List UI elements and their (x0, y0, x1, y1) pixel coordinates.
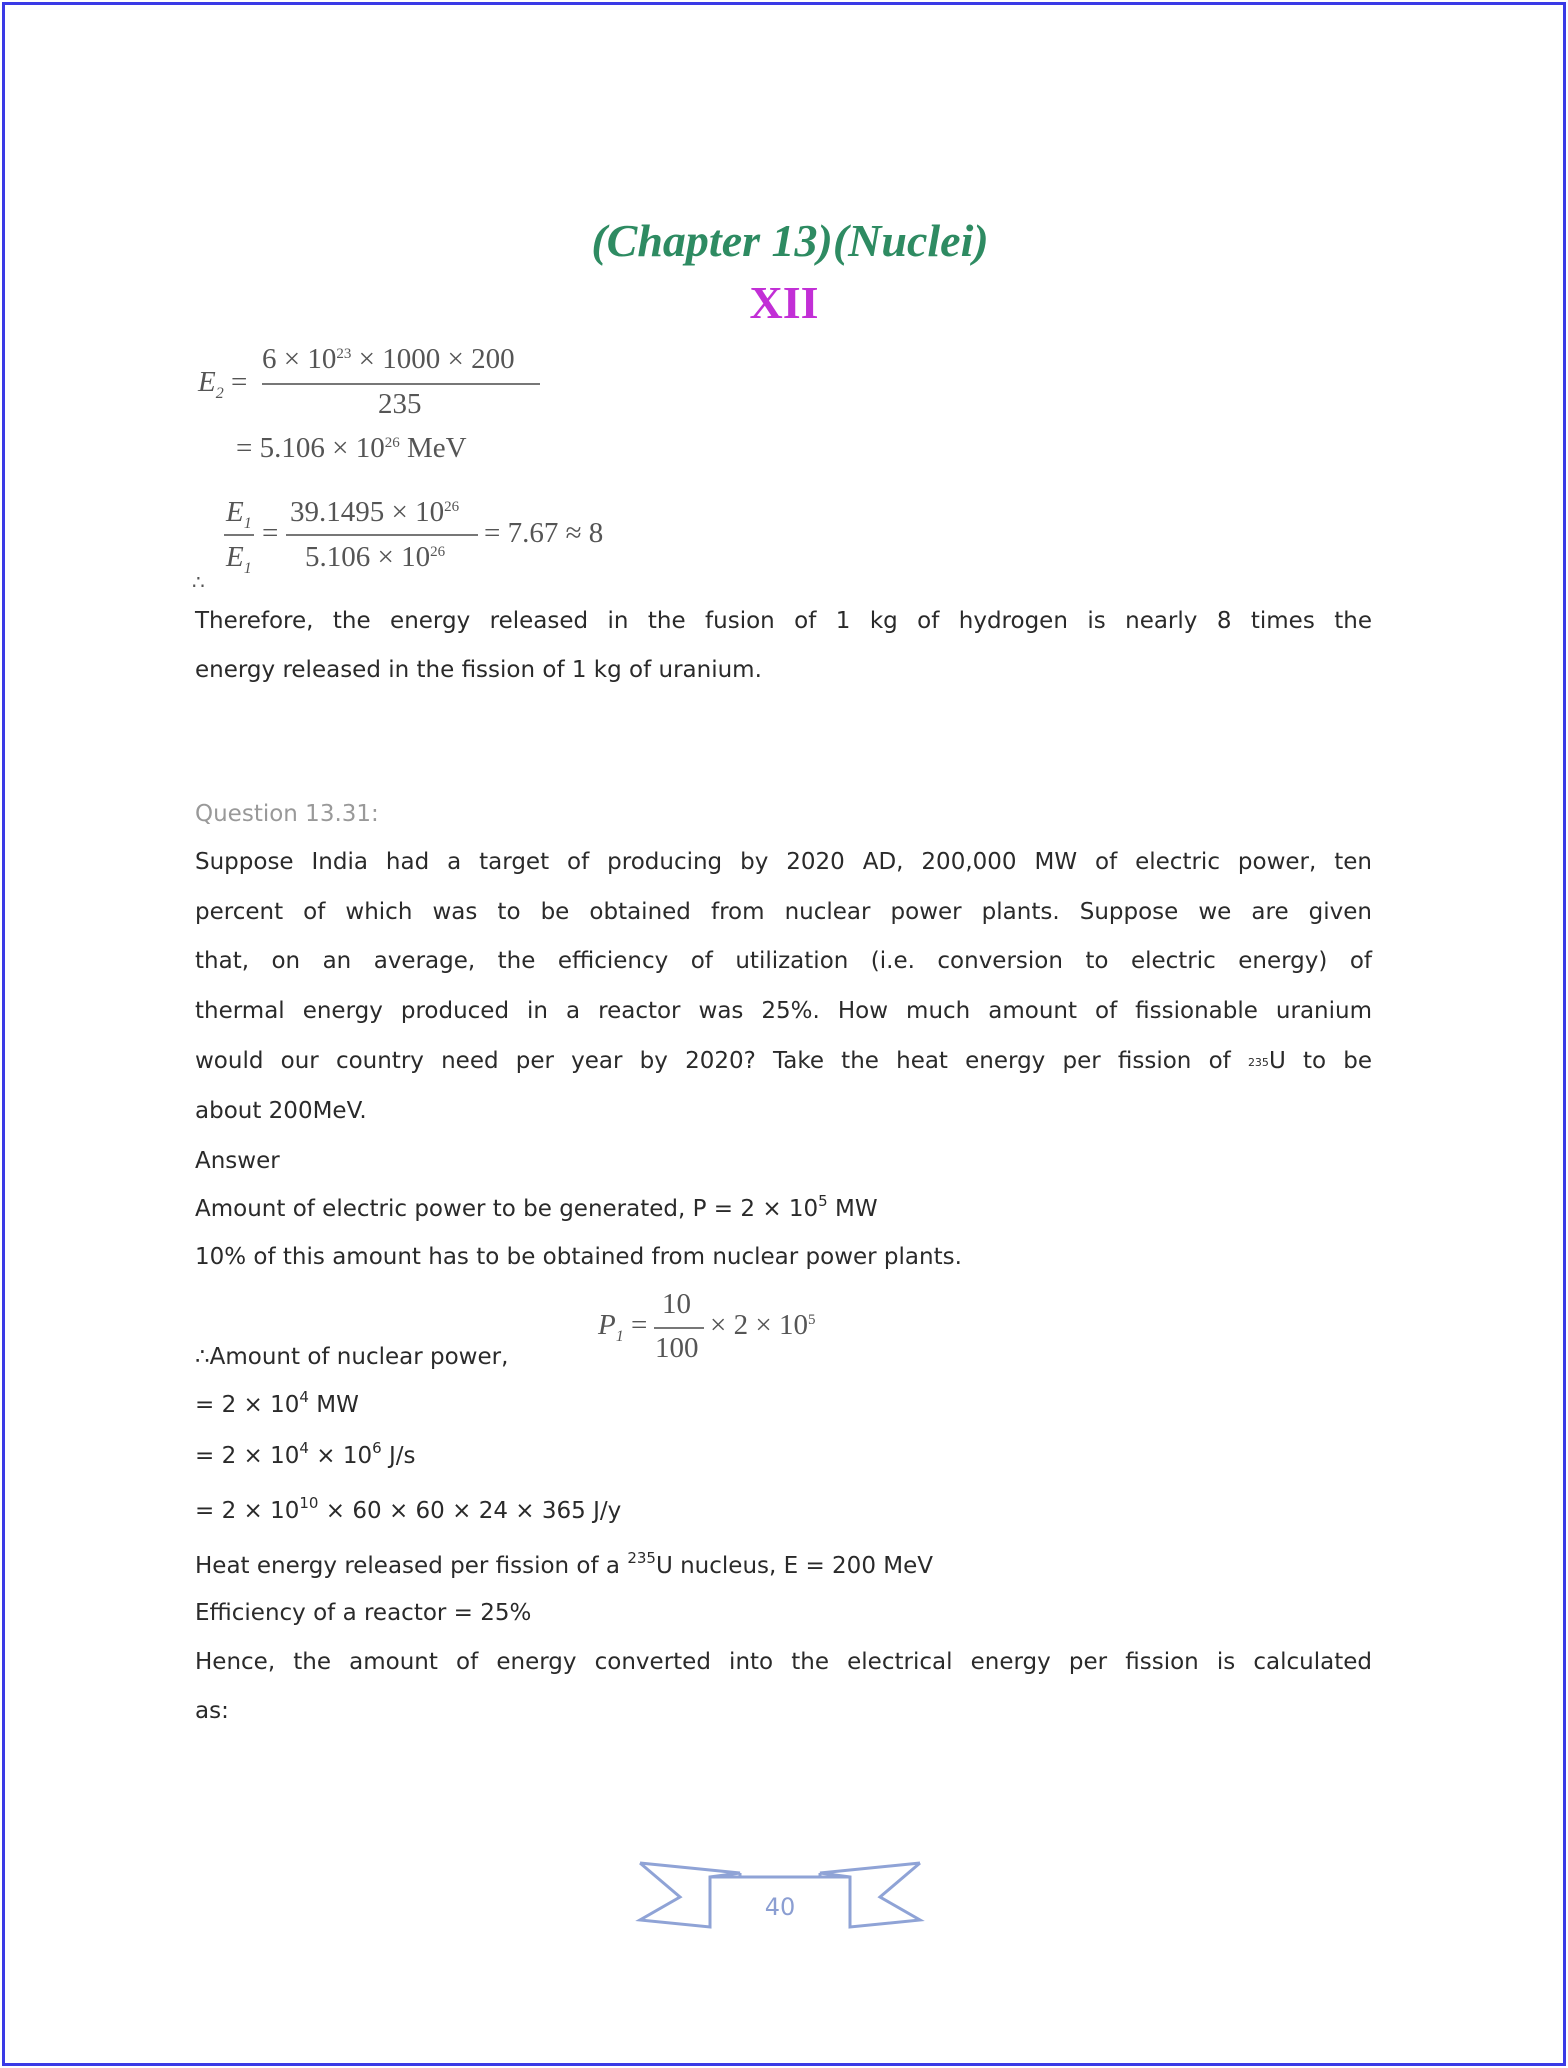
answer-line: = $2 \times 10^4 \times 10^6$ J/s (195, 1439, 416, 1469)
answer-line: = $2 \times 10^{10} \times 60 \times 60 \times 24 \times 365$ J/y (195, 1494, 622, 1524)
answer-line: Hence, the amount of energy converted into the electrical energy per fission is calculated (195, 1649, 1372, 1675)
question-line: about 200MeV. (195, 1098, 367, 1124)
answer-line: Efficiency of a reactor = 25% (195, 1600, 532, 1626)
chapter-title: (Chapter 13)(Nuclei) (591, 215, 989, 266)
question-line: Suppose India had a target of producing by 2020 AD, 200,000 MW of electric power, ten (195, 849, 1372, 875)
answer-line: as: (195, 1698, 229, 1724)
answer-line: Heat energy released per fission of a $^{235}$U nucleus, E = 200 MeV (195, 1549, 933, 1579)
answer-line: = $2 \times 10^4$ MW (195, 1388, 359, 1418)
answer-line: 10% of this amount has to be obtained from nuclear power plants. (195, 1244, 962, 1270)
conclusion-line: energy released in the fission of 1 kg of uranium. (195, 657, 762, 683)
class-label: XII (749, 277, 819, 328)
question-line: would our country need per year by 2020? Take the heat energy per fission of 235U to be (195, 1048, 1372, 1074)
question-line: percent of which was to be obtained from nuclear power plants. Suppose we are given (195, 899, 1372, 925)
answer-label: Answer (195, 1148, 280, 1174)
answer-line: Amount of electric power to be generated, $P = 2 \times 10^5$ MW (195, 1192, 878, 1222)
question-line: that, on an average, the efficiency of utilization (i.e. conversion to electric energy) of (195, 948, 1372, 974)
question-line: thermal energy produced in a reactor was 25%. How much amount of fissionable uranium (195, 998, 1372, 1024)
answer-line: ∴Amount of nuclear power, (195, 1344, 509, 1370)
question-label: Question 13.31: (195, 801, 379, 827)
conclusion-line: Therefore, the energy released in the fusion of 1 kg of hydrogen is nearly 8 times the (195, 608, 1372, 634)
page-number: 40 (764, 1893, 796, 1921)
